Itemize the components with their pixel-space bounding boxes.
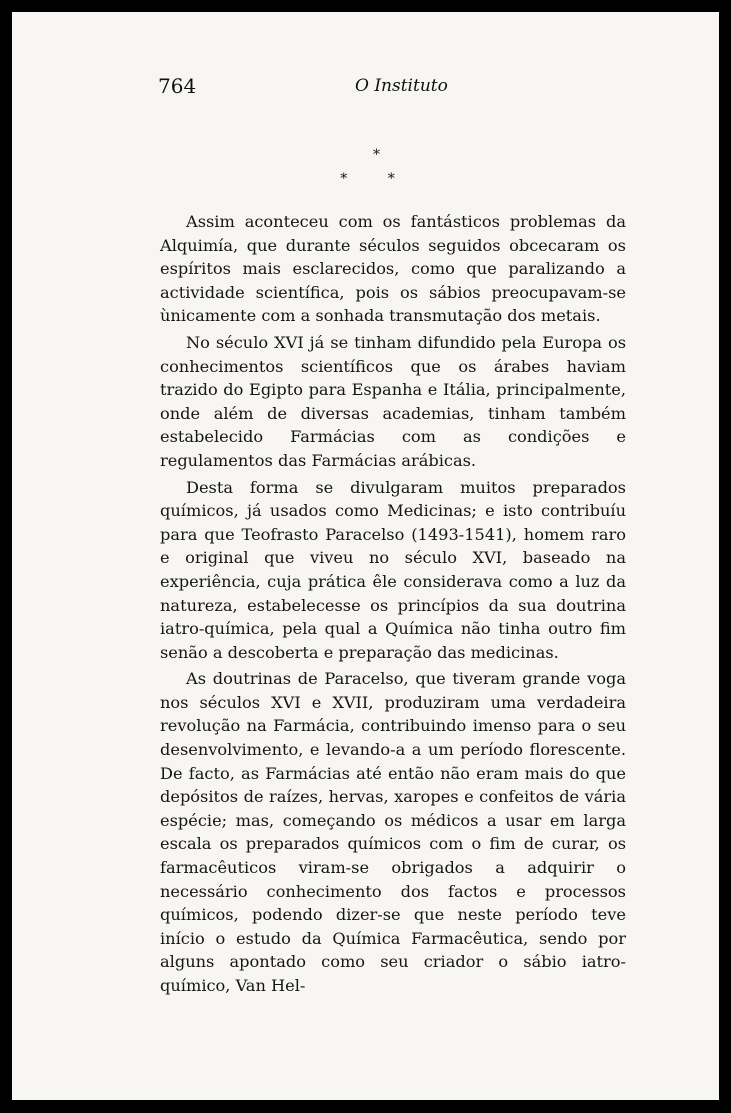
body-text (160, 210, 626, 998)
paragraph-3: Desta forma se divulgaram muitos preparados químicos, já usados como Medicinas; e isto contribuíu para que Teofrasto Paracelso (1493-1541), homem raro e original que viveu no século XVI, baseado na experiência, cuja prática êle considerava como a luz da natureza, estabelecesse os princípios da sua doutrina iatro-química, pela qual a Química não tinha outro fim senão a descoberta e preparação das medicinas. (160, 477, 626, 662)
paragraph-1: Assim aconteceu com os fantásticos problemas da Alquimía, que durante séculos seguidos obcecaram os espíritos mais esclarecidos, como que paralizando a actividade scientífica, pois os sábios preocupavam-se ùnicamente com a sonhada transmutação dos metais. (160, 212, 626, 326)
running-title: O Instituto (355, 76, 448, 96)
page-number: 764 (158, 74, 197, 98)
book-page (12, 12, 719, 1100)
asterism-top: * (373, 147, 380, 163)
asterism-bottom: * * (340, 171, 413, 187)
paragraph-4: As doutrinas de Paracelso, que tiveram grande voga nos séculos XVI e XVII, produziram uma verdadeira revolução na Farmácia, contribuindo imenso para o seu desenvolvimento, e levando-a a um período florescente. De facto, as Farmácias até então não eram mais do que depósitos de raízes, hervas, xaropes e confeitos de vária espécie; mas, começando os médicos a usar em larga escala os preparados químicos com o fim de curar, os farmacêuticos viram-se obrigados a adquirir o necessário conhecimento dos factos e processos químicos, podendo dizer-se que neste período teve início o estudo da Química Farmacêutica, sendo por alguns apontado como seu criador o sábio iatro-químico, Van Hel- (160, 669, 626, 995)
paragraph-2: No século XVI já se tinham difundido pela Europa os conhecimentos scientíficos que os árabes haviam trazido do Egipto para Espanha e Itália, principalmente, onde além de diversas academias, tinham também estabelecido Farmácias com as condições e regulamentos das Farmácias arábicas. (160, 332, 626, 470)
page-header (12, 74, 719, 114)
